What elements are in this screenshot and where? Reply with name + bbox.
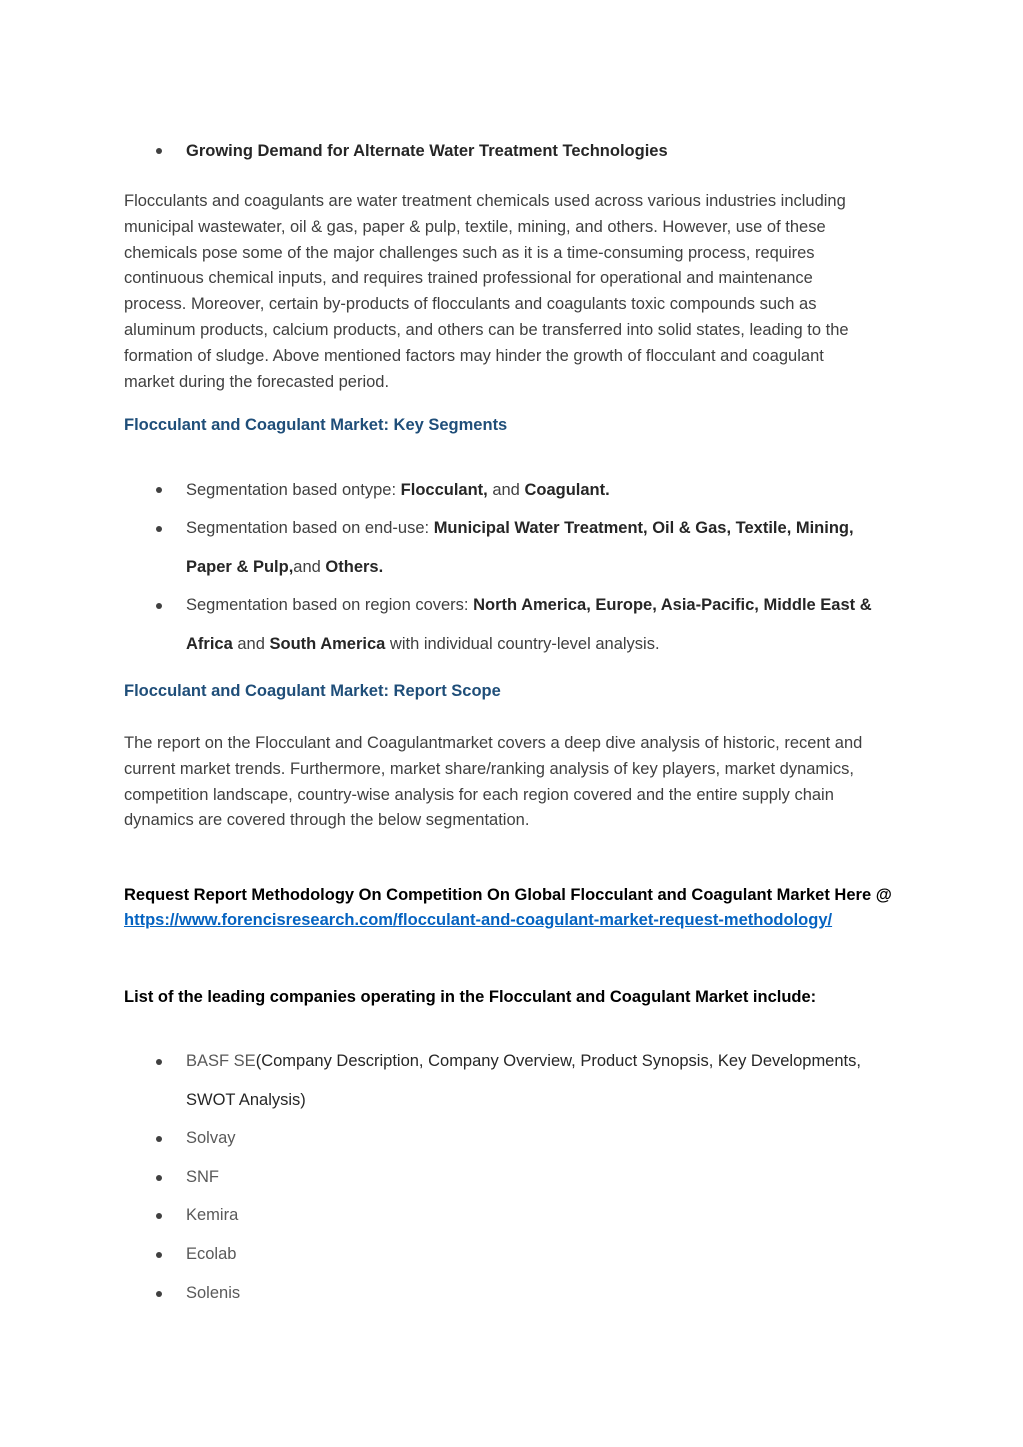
bullet-icon bbox=[156, 1059, 162, 1065]
company-name: BASF SE bbox=[186, 1052, 256, 1070]
segment-type-coagulant: Coagulant. bbox=[524, 481, 610, 499]
company-description: (Company Description, Company Overview, Product Synopsis, Key Developments, bbox=[255, 1052, 861, 1070]
company-item: Ecolab bbox=[186, 1245, 237, 1263]
bullet-icon bbox=[156, 1291, 162, 1297]
segment-region-values: North America, Europe, Asia-Pacific, Middle East & bbox=[473, 596, 872, 614]
scope-line: The report on the Flocculant and Coagulantmarket covers a deep dive analysis of historic, recent and bbox=[124, 734, 863, 752]
segment-region-south-america: South America bbox=[269, 635, 386, 653]
segment-region-suffix: with individual country-level analysis. bbox=[385, 635, 660, 653]
company-item: Kemira bbox=[186, 1206, 239, 1224]
scope-line: dynamics are covered through the below segmentation. bbox=[124, 811, 530, 829]
segment-type-and: and bbox=[487, 481, 525, 499]
bullet-icon bbox=[156, 1252, 162, 1258]
company-item: Solenis bbox=[186, 1284, 241, 1302]
segment-enduse-item bbox=[186, 518, 854, 538]
segment-region-item bbox=[186, 595, 872, 615]
scope-line: competition landscape, country-wise analysis for each region covered and the entire supply chain bbox=[124, 786, 834, 804]
intro-line: formation of sludge. Above mentioned factors may hinder the growth of flocculant and coagulant bbox=[124, 347, 824, 365]
company-description-cont: SWOT Analysis) bbox=[186, 1091, 306, 1109]
top-bullet-text: Growing Demand for Alternate Water Treatment Technologies bbox=[186, 142, 668, 160]
bullet-icon bbox=[156, 1175, 162, 1181]
bullet-icon bbox=[156, 487, 162, 493]
intro-line: municipal wastewater, oil & gas, paper & pulp, textile, mining, and others. However, use of these bbox=[124, 218, 826, 236]
segment-enduse-item-cont bbox=[186, 557, 383, 577]
intro-line: aluminum products, calcium products, and others can be transferred into solid states, leading to the bbox=[124, 321, 849, 339]
segment-enduse-values: Municipal Water Treatment, Oil & Gas, Textile, Mining, bbox=[433, 519, 854, 537]
intro-line: continuous chemical inputs, and requires trained professional for operational and maintenance bbox=[124, 269, 813, 287]
intro-line: chemicals pose some of the major challenges such as it is a time-consuming process, requires bbox=[124, 244, 815, 262]
segment-enduse-others: Others. bbox=[325, 558, 384, 576]
segment-enduse-prefix: Segmentation based on end-use: bbox=[186, 519, 434, 537]
segment-type-flocculant: Flocculant, bbox=[400, 481, 488, 499]
segment-region-prefix: Segmentation based on region covers: bbox=[186, 596, 474, 614]
request-methodology-link[interactable]: https://www.forencisresearch.com/flocculant-and-coagulant-market-request-methodology/ bbox=[124, 911, 833, 929]
request-methodology-text: Request Report Methodology On Competition On Global Flocculant and Coagulant Market Here @ bbox=[124, 886, 892, 904]
intro-line: market during the forecasted period. bbox=[124, 373, 390, 391]
bullet-icon bbox=[156, 526, 162, 532]
segment-region-item-cont bbox=[186, 634, 660, 654]
company-item: Solvay bbox=[186, 1129, 236, 1147]
company-item: SNF bbox=[186, 1168, 219, 1186]
bullet-icon bbox=[156, 603, 162, 609]
intro-line: Flocculants and coagulants are water treatment chemicals used across various industries including bbox=[124, 192, 846, 210]
bullet-icon bbox=[156, 1136, 162, 1142]
intro-line: process. Moreover, certain by-products of flocculants and coagulants toxic compounds such as bbox=[124, 295, 817, 313]
segments-heading: Flocculant and Coagulant Market: Key Segments bbox=[124, 416, 508, 434]
scope-heading: Flocculant and Coagulant Market: Report Scope bbox=[124, 682, 501, 700]
bullet-icon bbox=[156, 148, 162, 154]
scope-line: current market trends. Furthermore, market share/ranking analysis of key players, market dynamics, bbox=[124, 760, 854, 778]
segment-type-prefix: Segmentation based ontype: bbox=[186, 481, 401, 499]
segment-region-africa: Africa bbox=[186, 635, 233, 653]
bullet-icon bbox=[156, 1213, 162, 1219]
company-item-basf bbox=[186, 1051, 861, 1071]
segment-enduse-and: and bbox=[293, 558, 326, 576]
companies-heading: List of the leading companies operating in the Flocculant and Coagulant Market include: bbox=[124, 988, 817, 1006]
segment-region-and: and bbox=[232, 635, 270, 653]
segment-enduse-paper: Paper & Pulp, bbox=[186, 558, 294, 576]
segment-type-item bbox=[186, 480, 610, 500]
